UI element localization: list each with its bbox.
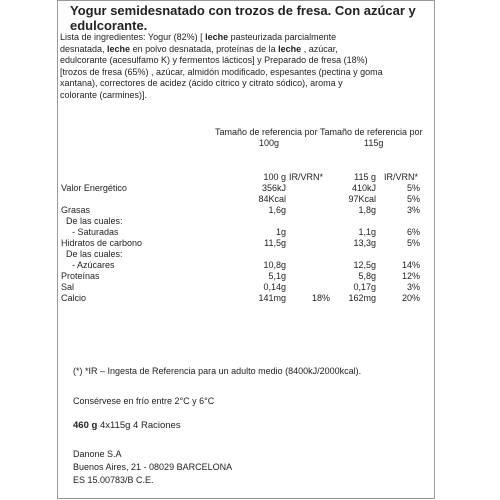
net-weight-portions: 4x115g 4 Raciones — [99, 420, 181, 431]
row-label: Proteínas — [61, 271, 100, 281]
storage-instructions: Consérvese en frío entre 2°C y 6°C — [73, 396, 215, 406]
row-value-100g: 11,5g — [264, 238, 286, 248]
allergen-milk: leche — [278, 43, 302, 54]
ingredients-text: Lista de ingredientes: Yogur (82%) [ — [60, 32, 206, 42]
row-value-100g: 10,8g — [263, 260, 286, 270]
row-ir-115g: 5% — [406, 194, 420, 204]
row-label: De las cuales: — [66, 249, 123, 259]
ingredients-line-4: [trozos de fresa (65%) , azúcar, almidón modificado, espesantes (pectina y goma — [60, 66, 383, 77]
reference-header-115g: Tamaño de referencia por — [320, 127, 423, 137]
ingredients-text: , azúcar, — [301, 43, 338, 54]
row-value-115g: 1,8g — [358, 205, 376, 215]
ingredients-line-5: xantana), correctores de acidez (ácido cítrico y citrato sódico), aroma y — [60, 78, 343, 88]
company-name: Danone S.A — [73, 449, 122, 459]
row-value-115g: 5,8g — [358, 271, 376, 281]
ingredients-line-6: colorante (carmines)]. — [60, 89, 148, 100]
col-header-ir2: IR/VRN* — [384, 172, 419, 182]
product-title-line1: Yogur semidesnatado con trozos de fresa. Con azúcar y — [70, 3, 416, 18]
col-header-115g: 115 g — [354, 172, 376, 182]
row-value-100g: 141mg — [258, 293, 286, 303]
footnote: (*) *IR – Ingesta de Referencia para un adulto medio (8400kJ/2000kcal). — [73, 366, 362, 376]
row-value-100g: 5,1g — [268, 271, 286, 281]
row-value-100g: 356kJ — [261, 183, 286, 193]
row-value-115g: 410kJ — [351, 183, 376, 193]
allergen-milk: leche — [107, 43, 131, 54]
row-value-115g: 162mg — [348, 293, 376, 303]
row-ir-115g: 14% — [401, 260, 420, 270]
row-ir-115g: 3% — [406, 205, 420, 215]
row-value-115g: 97Kcal — [348, 194, 376, 204]
row-label: De las cuales: — [66, 216, 123, 226]
row-label: - Saturadas — [72, 227, 119, 237]
net-weight — [73, 420, 181, 431]
row-label: Sal — [61, 282, 75, 292]
row-value-100g: 0,14g — [263, 282, 286, 292]
row-value-100g: 1g — [275, 227, 286, 237]
product-title-line2: edulcorante. — [70, 18, 148, 33]
row-ir-115g: 5% — [406, 183, 420, 193]
row-label: Calcio — [61, 293, 87, 303]
col-header-ir1: IR/VRN* — [289, 172, 324, 182]
ingredients-text: desnatada, — [60, 43, 108, 54]
ingredients-line-1 — [60, 32, 336, 44]
product-title — [70, 3, 416, 33]
row-ir-115g: 12% — [401, 271, 420, 281]
ingredients-text: pasteurizada parcialmente — [228, 32, 337, 42]
row-value-115g: 12,5g — [353, 260, 376, 270]
reference-header-100g: Tamaño de referencia por — [215, 127, 318, 137]
row-value-115g: 0,17g — [353, 282, 376, 292]
row-ir-115g: 3% — [406, 282, 420, 292]
row-label: Hidratos de carbono — [61, 238, 143, 248]
col-header-100g: 100 g — [263, 172, 286, 182]
row-label: Grasas — [61, 205, 91, 215]
reference-115g-label: 115g — [364, 138, 384, 148]
company-registry: ES 15.00783/B C.E. — [73, 475, 154, 485]
company-address: Buenos Aires, 21 - 08029 BARCELONA — [73, 462, 233, 472]
row-ir-115g: 5% — [406, 238, 420, 248]
ingredients-text: en polvo desnatada, proteínas de la — [130, 43, 279, 54]
row-ir-100g: 18% — [311, 293, 330, 303]
row-value-100g: 1,6g — [268, 205, 286, 215]
reference-100g-label: 100g — [259, 138, 280, 148]
ingredients-line-2 — [60, 44, 338, 56]
ingredients-line-3: edulcorante (acesulfamo K) y fermentos lácticos] y Preparado de fresa (18%) — [60, 55, 368, 65]
row-label: - Azúcares — [72, 260, 115, 270]
row-ir-115g: 20% — [401, 293, 420, 303]
row-ir-115g: 6% — [406, 227, 420, 237]
allergen-milk: leche — [205, 32, 229, 42]
net-weight-total: 460 g — [73, 420, 98, 431]
row-value-115g: 1,1g — [358, 227, 376, 237]
row-value-100g: 84Kcal — [258, 194, 286, 204]
row-value-115g: 13,3g — [353, 238, 376, 248]
row-label: Valor Energético — [61, 183, 127, 193]
